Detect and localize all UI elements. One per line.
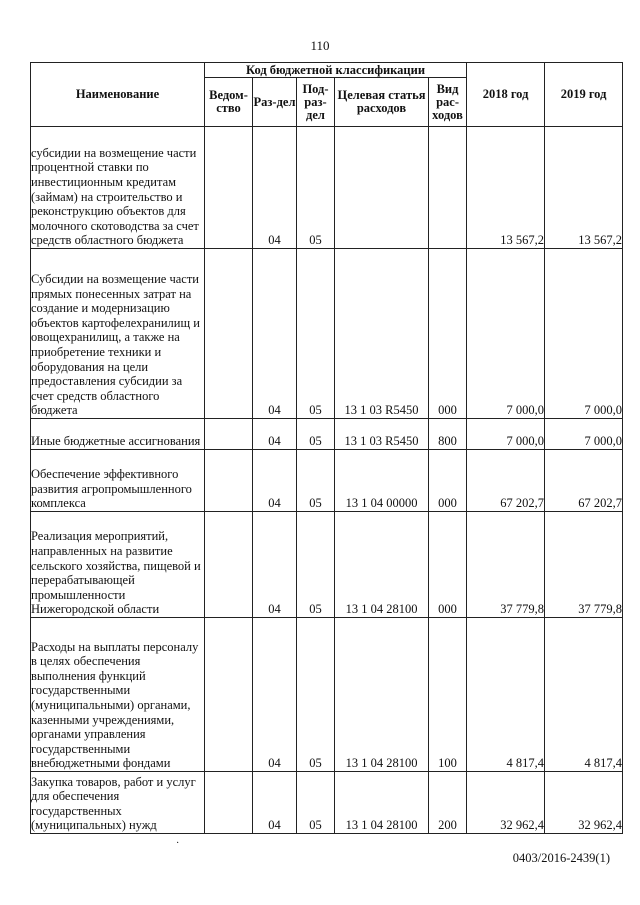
header-classification-group: Код бюджетной классификации xyxy=(205,63,467,78)
row-razdel: 04 xyxy=(253,450,297,512)
page-number: 110 xyxy=(310,38,330,53)
row-name: Реализация мероприятий, направленных на развитие сельского хозяйства, пищевой и перерабатывающей промышленности Нижегородской области xyxy=(31,512,205,618)
row-2019: 67 202,7 xyxy=(545,450,623,512)
row-name: Обеспечение эффективного развития агропромышленного комплекса xyxy=(31,450,205,512)
row-type xyxy=(429,127,467,249)
row-ved xyxy=(205,419,253,450)
header-vedomstvo: Ведом-ство xyxy=(205,78,253,127)
row-name: субсидии на возмещение части процентной ставки по инвестиционным кредитам (займам) на строительство и реконструкцию объектов для молочного скотоводства за счет средств областного бюджета xyxy=(31,127,205,249)
row-target: 13 1 04 28100 xyxy=(335,772,429,834)
row-razdel: 04 xyxy=(253,249,297,419)
table-row xyxy=(31,772,623,834)
row-razdel: 04 xyxy=(253,618,297,772)
row-type: 100 xyxy=(429,618,467,772)
scan-mark: · xyxy=(176,838,180,849)
row-podrazdel: 05 xyxy=(297,127,335,249)
row-target xyxy=(335,127,429,249)
row-type: 000 xyxy=(429,249,467,419)
row-podrazdel: 05 xyxy=(297,419,335,450)
table-row xyxy=(31,512,623,618)
row-2019: 37 779,8 xyxy=(545,512,623,618)
document-code: 0403/2016-2439(1) xyxy=(512,851,610,865)
row-name: Иные бюджетные ассигнования xyxy=(31,419,205,450)
row-target: 13 1 04 00000 xyxy=(335,450,429,512)
table-row xyxy=(31,618,623,772)
table-row xyxy=(31,127,623,249)
row-type: 000 xyxy=(429,512,467,618)
row-podrazdel: 05 xyxy=(297,450,335,512)
row-2019: 7 000,0 xyxy=(545,249,623,419)
header-name: Наименование xyxy=(31,63,205,127)
row-type: 000 xyxy=(429,450,467,512)
header-expense-type: Вид рас-ходов xyxy=(429,78,467,127)
row-name: Субсидии на возмещение части прямых понесенных затрат на создание и модернизацию объектов картофелехранилищ и овощехранилищ, а также на приобретение техники и оборудования на цели предоставления субсидии за счет средств областного бюджета xyxy=(31,249,205,419)
row-2019: 7 000,0 xyxy=(545,419,623,450)
row-razdel: 04 xyxy=(253,772,297,834)
header-2018: 2018 год xyxy=(467,63,545,127)
header-razdel: Раз-дел xyxy=(253,78,297,127)
table-row xyxy=(31,419,623,450)
row-razdel: 04 xyxy=(253,127,297,249)
row-target: 13 1 04 28100 xyxy=(335,512,429,618)
row-razdel: 04 xyxy=(253,512,297,618)
table-row xyxy=(31,249,623,419)
header-2019: 2019 год xyxy=(545,63,623,127)
row-podrazdel: 05 xyxy=(297,512,335,618)
budget-table xyxy=(30,62,623,834)
row-target: 13 1 03 R5450 xyxy=(335,249,429,419)
row-2018: 4 817,4 xyxy=(467,618,545,772)
row-2019: 32 962,4 xyxy=(545,772,623,834)
row-ved xyxy=(205,618,253,772)
row-podrazdel: 05 xyxy=(297,249,335,419)
row-2018: 7 000,0 xyxy=(467,249,545,419)
row-2019: 4 817,4 xyxy=(545,618,623,772)
row-2018: 37 779,8 xyxy=(467,512,545,618)
row-name: Расходы на выплаты персоналу в целях обеспечения выполнения функций государственными (муниципальными) органами, казенными учреждениями, органами управления государственными внебюджетными фондами xyxy=(31,618,205,772)
row-2019: 13 567,2 xyxy=(545,127,623,249)
row-2018: 32 962,4 xyxy=(467,772,545,834)
row-2018: 7 000,0 xyxy=(467,419,545,450)
row-podrazdel: 05 xyxy=(297,772,335,834)
row-ved xyxy=(205,512,253,618)
table-row xyxy=(31,450,623,512)
header-target-article: Целевая статья расходов xyxy=(335,78,429,127)
row-ved xyxy=(205,772,253,834)
row-ved xyxy=(205,249,253,419)
row-2018: 67 202,7 xyxy=(467,450,545,512)
row-podrazdel: 05 xyxy=(297,618,335,772)
row-ved xyxy=(205,450,253,512)
row-type: 200 xyxy=(429,772,467,834)
row-razdel: 04 xyxy=(253,419,297,450)
row-2018: 13 567,2 xyxy=(467,127,545,249)
row-target: 13 1 03 R5450 xyxy=(335,419,429,450)
row-target: 13 1 04 28100 xyxy=(335,618,429,772)
row-type: 800 xyxy=(429,419,467,450)
header-podrazdel: Под-раз-дел xyxy=(297,78,335,127)
row-ved xyxy=(205,127,253,249)
row-name: Закупка товаров, работ и услуг для обеспечения государственных (муниципальных) нужд xyxy=(31,772,205,834)
